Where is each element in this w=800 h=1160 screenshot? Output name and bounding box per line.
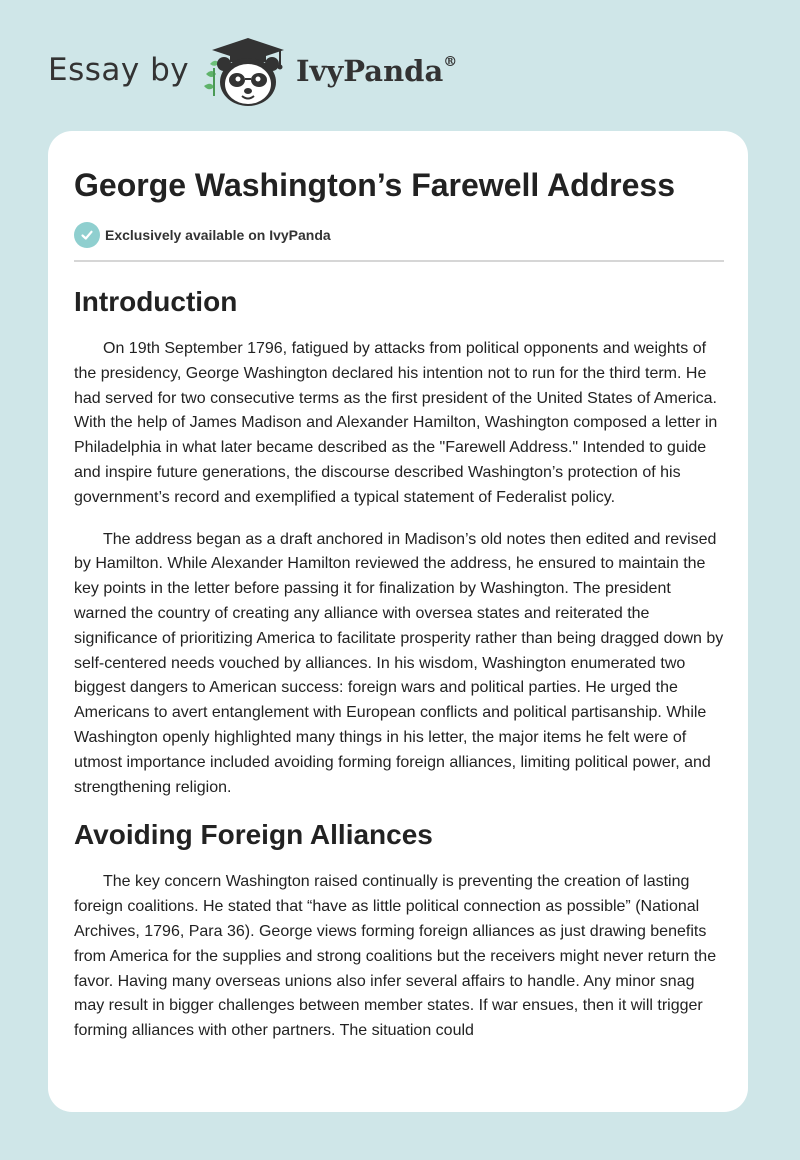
registered-mark: ® — [443, 54, 458, 71]
divider — [74, 260, 724, 262]
site-header — [0, 0, 800, 130]
paragraph: The key concern Washington raised continually is preventing the creation of lasting foreign coalitions. He stated that “have as little political connection as possible” (National Archives, 1796, Para 36). George views forming foreign alliances as just drawing benefits from America for the supplies and strong coalitions but the receivers might never return the favor. Having many overseas unions also infer several affairs to handle. Any minor snag may result in bigger challenges between member states. If war ensues, then it will trigger forming alliances with other partners. The situation could — [74, 873, 717, 1040]
page-title: George Washington’s Farewell Address — [74, 167, 676, 203]
essay-body — [74, 279, 724, 1061]
checkmark-icon — [74, 222, 100, 248]
section-heading-foreign-alliances: Avoiding Foreign Alliances — [74, 819, 433, 851]
paragraph: The address began as a draft anchored in Madison’s old notes then edited and revised by Hamilton. While Alexander Hamilton reviewed the address, he ensured to maintain the key points in the letter before passing it for finalization by Washington. The president warned the country of creating any alliance with oversea states and reiterated the significance of prioritizing America to facilitate prosperity rather than being dragged down by self-centered needs vouched by alliances. In his wisdom, Washington enumerated two biggest dangers to American success: foreign wars and political parties. He urged the Americans to avert entanglement with European conflicts and political partisanship. While Washington openly highlighted many things in his letter, the major items he felt were of utmost importance included avoiding forming foreign alliances, limiting political power, and strengthening religion. — [74, 530, 724, 796]
brand-name-text: IvyPanda — [296, 54, 444, 88]
exclusive-badge — [74, 222, 331, 248]
badge-label: Exclusively available on IvyPanda — [105, 227, 331, 243]
section-heading-introduction: Introduction — [74, 286, 238, 317]
essay-by-label: Essay by — [48, 52, 190, 88]
brand-name[interactable] — [296, 54, 457, 88]
paragraph: On 19th September 1796, fatigued by attacks from political opponents and weights of the presidency, George Washington declared his intention not to run for the third term. He had served for two consecutive terms as the first president of the United States of America. With the help of James Madison and Alexander Hamilton, Washington composed a letter in Philadelphia in what later became described as the "Farewell Address." Intended to guide and inspire future generations, the discourse described Washington’s protection of his government’s record and exemplified a typical statement of Federalist policy. — [74, 340, 718, 506]
panda-logo-icon[interactable] — [200, 34, 296, 110]
essay-card — [48, 131, 748, 1112]
